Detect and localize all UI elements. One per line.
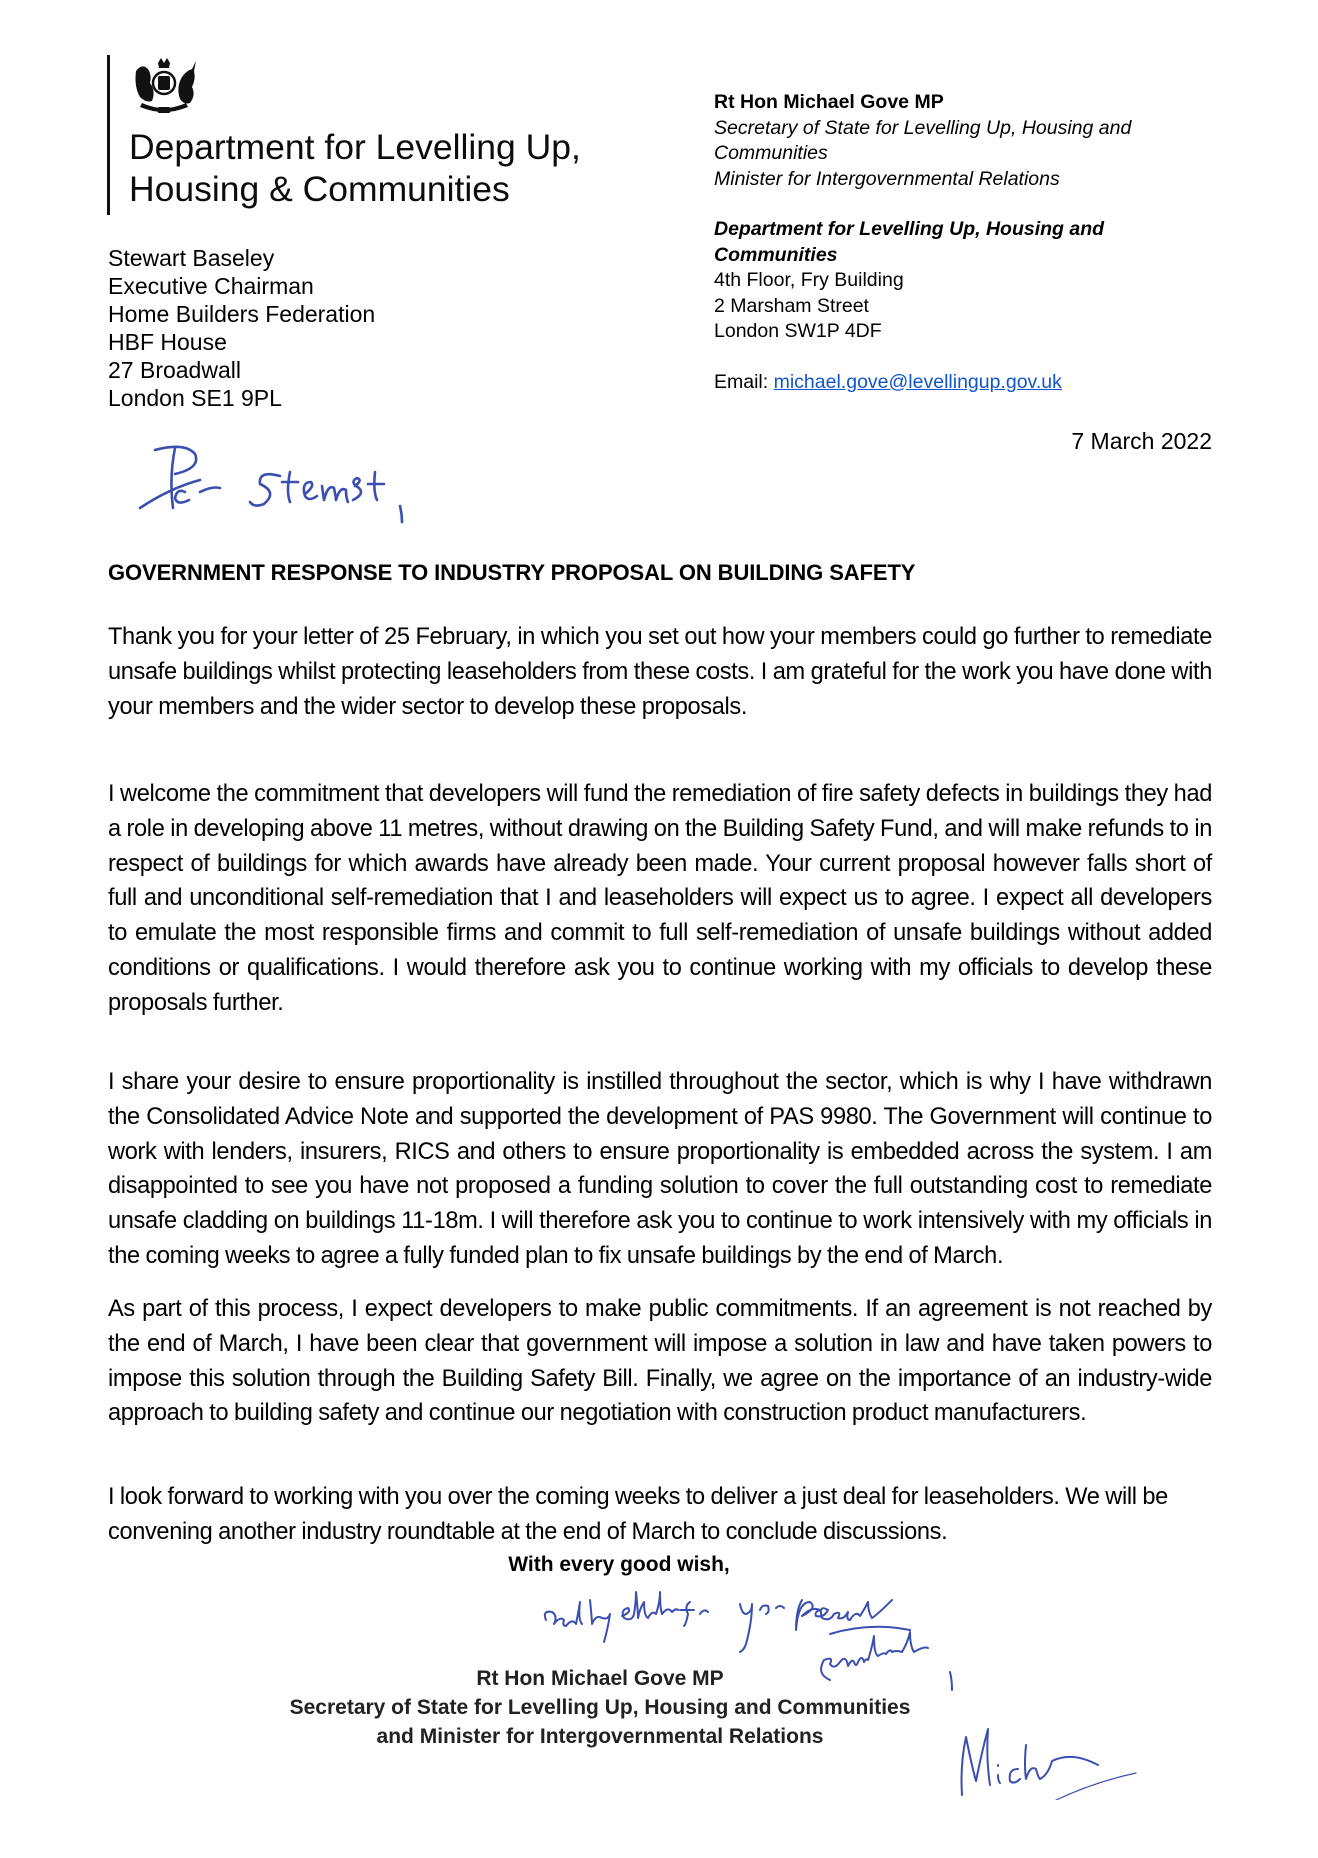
sender-role-line1: Secretary of State for Levelling Up, Housing and: [714, 116, 1132, 139]
sender-role-line3: Minister for Intergovernmental Relations: [714, 167, 1060, 190]
signatory-title-line1: Secretary of State for Levelling Up, Housing and Communities: [289, 1696, 911, 1719]
sender-role-line2: Communities: [714, 142, 828, 164]
body-paragraph: As part of this process, I expect developers to make public commitments. If an agreement is not reached by the end of March, I have been clear that government will impose a solution in law and have taken powers to impose this solution through the Building Safety Bill. Finally, we agree on the importance of an industry-wide approach to building safety and continue our negotiation with construction product manufacturers.: [108, 1296, 1212, 1427]
closing: [0, 1553, 1318, 1577]
body-paragraph: I share your desire to ensure proportionality is instilled throughout the sector, which is why I have withdrawn the Consolidated Advice Note and supported the development of PAS 9980. The Government will continue to work with lenders, insurers, RICS and others to ensure proportionality is embedded across the system. I am disappointed to see you have not proposed a funding solution to cover the full outstanding cost to remediate unsafe cladding on buildings 11-18m. I will therefore ask you to continue to work intensively with my officials in the coming weeks to agree a fully funded plan to fix unsafe buildings by the end of March.: [108, 1069, 1212, 1269]
letter-date: 7 March 2022: [1071, 428, 1212, 454]
handwritten-salutation: [130, 436, 460, 536]
sender-address-line2: 2 Marsham Street: [714, 294, 869, 317]
recipient-address: [108, 244, 375, 412]
royal-coat-of-arms-icon: [128, 57, 200, 115]
signatory-name: Rt Hon Michael Gove MP: [476, 1667, 724, 1690]
email-label: Email:: [714, 370, 774, 393]
recipient-line: Stewart Baseley: [108, 245, 275, 271]
sender-dept-line1: Department for Levelling Up, Housing and: [714, 218, 1105, 240]
recipient-line: London SE1 9PL: [108, 385, 282, 411]
signatory-block: [200, 1664, 1000, 1751]
handwritten-signature: [940, 1715, 1140, 1800]
closing-wish: With every good wish,: [508, 1553, 730, 1576]
department-name: [129, 126, 581, 210]
department-name-line2: Housing & Communities: [129, 169, 510, 209]
body-paragraph: I look forward to working with you over the coming weeks to deliver a just deal for leaseholders. We will be convening another industry roundtable at the end of March to conclude discussions.: [108, 1484, 1168, 1545]
sender-name: Rt Hon Michael Gove MP: [714, 91, 944, 113]
sender-address-line3: London SW1P 4DF: [714, 320, 882, 342]
recipient-line: HBF House: [108, 329, 227, 355]
sender-block: [714, 90, 1131, 395]
sender-dept-line2: Communities: [714, 243, 838, 266]
sender-email-row: [714, 370, 1131, 396]
email-link[interactable]: michael.gove@levellingup.gov.uk: [773, 370, 1062, 393]
body-paragraph: Thank you for your letter of 25 February, in which you set out how your members could go further to remediate unsafe buildings whilst protecting leaseholders from these costs. I am grateful for the work you have done with your members and the wider sector to develop these proposals.: [108, 624, 1212, 720]
recipient-line: Home Builders Federation: [108, 301, 376, 327]
letterhead-rule: [107, 55, 110, 215]
signatory-title-line2: and Minister for Intergovernmental Relations: [376, 1725, 824, 1748]
recipient-line: Executive Chairman: [108, 273, 314, 299]
department-name-line1: Department for Levelling Up,: [129, 127, 581, 167]
letter-subject: GOVERNMENT RESPONSE TO INDUSTRY PROPOSAL ON BUILDING SAFETY: [108, 560, 916, 585]
sender-address-line1: 4th Floor, Fry Building: [714, 269, 904, 291]
recipient-line: 27 Broadwall: [108, 357, 241, 383]
body-paragraph: I welcome the commitment that developers will fund the remediation of fire safety defects in buildings they had a role in developing above 11 metres, without drawing on the Building Safety Fund, and will make refunds to in respect of buildings for which awards have already been made. Your current proposal however falls short of full and unconditional self-remediation that I and leaseholders will expect us to agree. I expect all developers to emulate the most responsible firms and commit to full self-remediation of unsafe buildings without added conditions or qualifications. I would therefore ask you to continue working with my officials to develop these proposals further.: [108, 781, 1212, 1016]
